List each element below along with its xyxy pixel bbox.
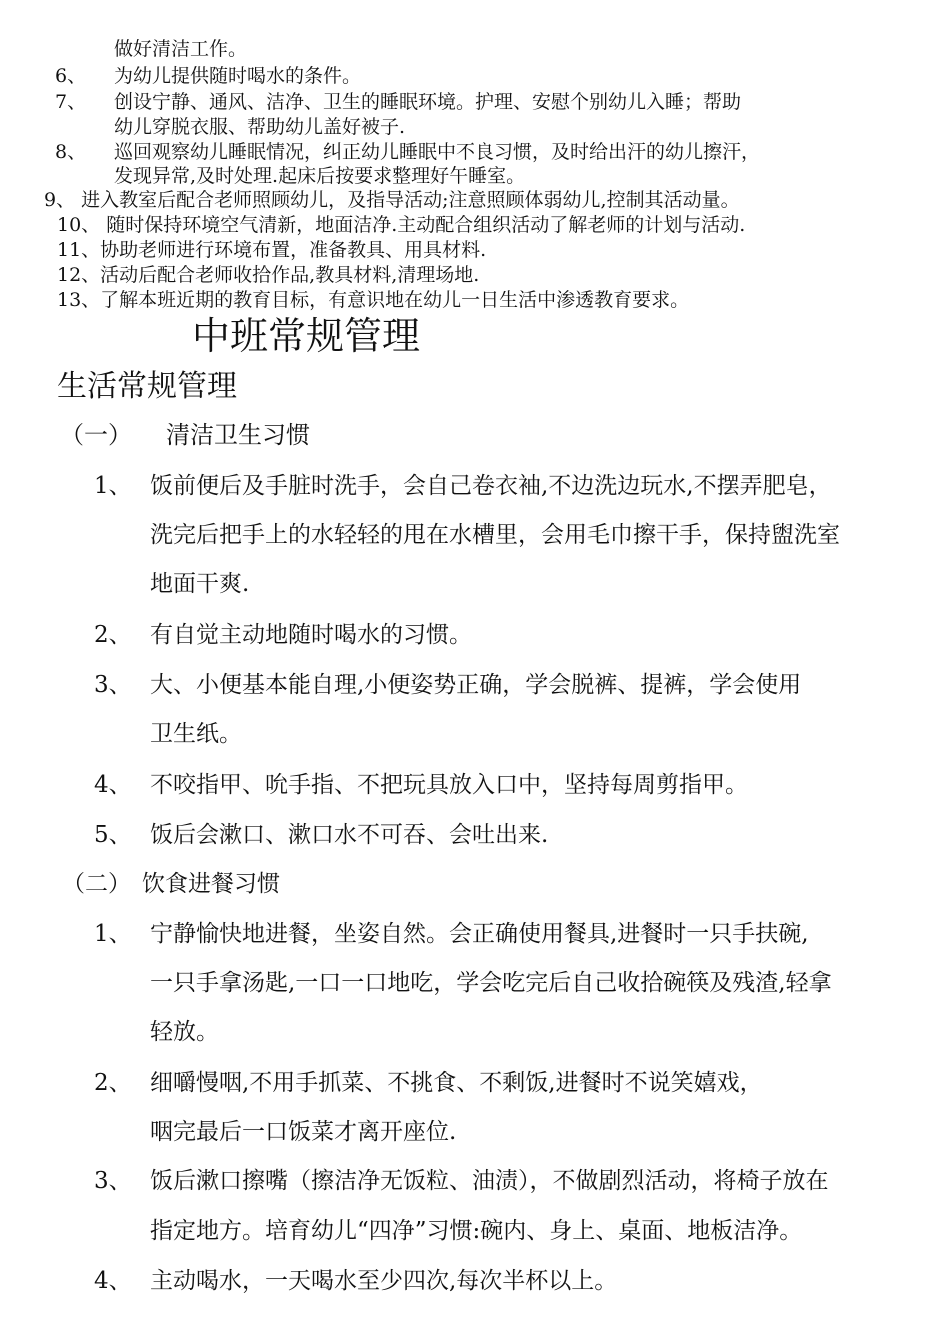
s1-item-2-line-1: 有自觉主动地随时喝水的习惯。 — [150, 622, 472, 648]
intro-item-11: 11、协助老师进行环境布置，准备教具、用具材料. — [57, 239, 487, 261]
s1-item-1-line-2: 洗完后把手上的水轻轻的甩在水槽里，会用毛巾擦干手，保持盥洗室 — [150, 522, 840, 548]
intro-item-7-number: 7、 — [55, 91, 87, 113]
s2-item-4-line-1: 主动喝水，一天喝水至少四次,每次半杯以上。 — [150, 1268, 618, 1294]
s2-item-1-number: 1、 — [94, 921, 132, 947]
s1-item-3-line-2: 卫生纸。 — [150, 721, 242, 747]
s1-item-5-line-1: 饭后会漱口、漱口水不可吞、会吐出来. — [150, 822, 549, 848]
s1-item-4-number: 4、 — [94, 772, 132, 798]
intro-item-9: 9、 进入教室后配合老师照顾幼儿，及指导活动;注意照顾体弱幼儿,控制其活动量。 — [44, 189, 740, 211]
s2-item-4-number: 4、 — [94, 1268, 132, 1294]
s1-item-1-number: 1、 — [94, 473, 132, 499]
s2-item-1-line-1: 宁静愉快地进餐，坐姿自然。会正确使用餐具,进餐时一只手扶碗, — [150, 921, 809, 947]
s2-item-1-line-3: 轻放。 — [150, 1019, 219, 1045]
section-subtitle: 生活常规管理 — [57, 369, 237, 404]
s1-item-3-number: 3、 — [94, 672, 132, 698]
section-2-number: （二） — [62, 871, 131, 897]
s1-item-3-line-1: 大、小便基本能自理,小便姿势正确，学会脱裤、提裤，学会使用 — [150, 672, 802, 698]
s2-item-2-line-2: 咽完最后一口饭菜才离开座位. — [150, 1119, 457, 1145]
intro-line-0: 做好清洁工作。 — [114, 38, 248, 60]
s1-item-2-number: 2、 — [94, 622, 132, 648]
s1-item-1-line-3: 地面干爽. — [150, 571, 250, 597]
intro-item-7-text-cont: 幼儿穿脱衣服、帮助幼儿盖好被子. — [114, 116, 406, 138]
s2-item-3-line-1: 饭后漱口擦嘴（擦洁净无饭粒、油渍），不做剧烈活动，将椅子放在 — [150, 1168, 829, 1194]
s1-item-5-number: 5、 — [94, 822, 132, 848]
s2-item-1-line-2: 一只手拿汤匙,一口一口地吃，学会吃完后自己收拾碗筷及残渣,轻拿 — [150, 970, 832, 996]
section-1-number: （一） — [60, 421, 132, 449]
intro-item-8-text: 巡回观察幼儿睡眠情况，纠正幼儿睡眠中不良习惯，及时给出汗的幼儿擦汗， — [114, 141, 761, 163]
s2-item-2-line-1: 细嚼慢咽,不用手抓菜、不挑食、不剩饭,进餐时不说笑嬉戏， — [150, 1070, 763, 1096]
s1-item-4-line-1: 不咬指甲、吮手指、不把玩具放入口中，坚持每周剪指甲。 — [150, 772, 748, 798]
intro-item-12: 12、活动后配合老师收拾作品,教具材料,清理场地. — [57, 264, 480, 286]
intro-item-7-text: 创设宁静、通风、洁净、卫生的睡眠环境。护理、安慰个别幼儿入睡；帮助 — [114, 91, 742, 113]
intro-item-13: 13、了解本班近期的教育目标，有意识地在幼儿一日生活中渗透教育要求。 — [57, 289, 690, 311]
intro-item-10: 10、 随时保持环境空气清新，地面洁净.主动配合组织活动了解老师的计划与活动. — [57, 214, 746, 236]
page-title: 中班常规管理 — [192, 314, 421, 358]
intro-item-8-number: 8、 — [55, 141, 87, 163]
s2-item-2-number: 2、 — [94, 1070, 132, 1096]
intro-item-8-text-cont: 发现异常,及时处理.起床后按要求整理好午睡室。 — [114, 165, 526, 187]
s2-item-3-line-2: 指定地方。培育幼儿“四净”习惯:碗内、身上、桌面、地板洁净。 — [150, 1218, 803, 1244]
section-1-heading: 清洁卫生习惯 — [166, 421, 310, 449]
s1-item-1-line-1: 饭前便后及手脏时洗手，会自己卷衣袖,不边洗边玩水,不摆弄肥皂， — [150, 473, 832, 499]
intro-item-6-text: 为幼儿提供随时喝水的条件。 — [114, 65, 362, 87]
intro-item-6-number: 6、 — [55, 65, 87, 87]
s2-item-3-number: 3、 — [94, 1168, 132, 1194]
section-2-heading: 饮食进餐习惯 — [142, 871, 280, 897]
